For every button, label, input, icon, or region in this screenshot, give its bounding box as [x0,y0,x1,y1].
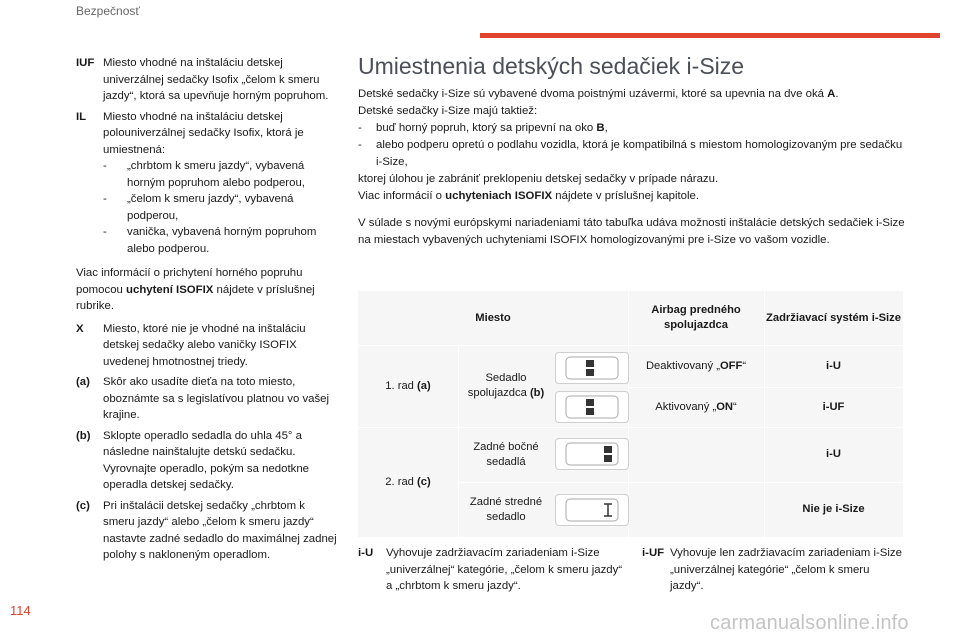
front-seat-icon [555,352,629,384]
header-place: Miesto [475,311,511,324]
airbag-on: Aktivovaný „ON“ [655,400,737,413]
legend-iuf: i-UF Vyhovuje len zadržiavacím zariadeniam i-Size „univerzálnej kategórie“ „čelom k smeru jazdy“. [642,547,902,592]
legend-iu: i-U Vyhovuje zadržiavacím zariadeniam i-Size „univerzálnej“ kategórie, „čelom k smeru jazdy“ a „chrbtom k smeru jazdy“. [358,547,623,592]
def-text: Skôr ako usadíte dieťa na toto miesto, oboznámte sa s legislatívou platnou vo vašej krajine. [103,376,330,421]
value-on: i-UF [822,400,845,413]
rear-middle-label: Zadné stredné sedadlo [469,495,543,523]
list-item: - buď horný popruh, ktorý sa pripevní na oko B, [358,122,608,134]
il-item: - „čelom k smeru jazdy“, vybavená podperou, [103,193,294,222]
il-item: - „chrbtom k smeru jazdy“, vybavená horným popruhom alebo podperou, [103,160,305,189]
def-text: Miesto vhodné na inštaláciu detskej polouniverzálnej sedačky Isofix, ktorá je umiestnená: [103,110,304,156]
isofix-note: Viac informácií o prichytení horného popruhu pomocou uchytení ISOFIX nájdete v príslušnej rubrike. [76,267,315,312]
def-key: X [76,322,84,335]
page-title: Umiestnenia detských sedačiek i-Size [358,53,745,79]
def-b [76,428,338,494]
row-2-label: 2. rad (c) [385,475,431,488]
isofix-link: uchyteniach ISOFIX [445,190,553,202]
rear-side-label: Zadné bočné sedadlá [473,440,539,468]
def-text: Pri inštalácii detskej sedačky „chrbtom k smeru jazdy“ alebo „čelom k smeru jazdy“ nastavte zadné sedadlo do maximálnej zadnej polohy s nakloneným operadlom. [103,499,337,561]
watermark: carmanualsonline.info [710,612,909,634]
def-text: Miesto vhodné na inštaláciu detskej univerzálnej sedačky Isofix „čelom k smeru jazdy“, ktorá sa upevňuje horným popruhom. [103,57,329,102]
list-item: - alebo podperu opretú o podlahu vozidla, ktorá je kompatibilná s miestom homologizovaným pre sedačku i-Size, [358,139,903,168]
isofix-link: uchytení ISOFIX [126,283,214,296]
value-rear-side: i-U [826,448,841,460]
value-off: i-U [826,359,841,372]
def-key: IUF [76,57,95,69]
rear-side-seat-icon [555,438,629,470]
airbag-off: Deaktivovaný „OFF“ [645,359,747,372]
row-1-label: 1. rad (a) [385,379,431,392]
passenger-seat-label: Sedadlo spolujazdca (b) [467,372,545,399]
accent-bar [480,33,940,38]
def-text: Sklopte operadlo sedadla do uhla 45° a následne nainštalujte detskú sedačku. Vyrovnajte operadlo, pokým sa nedotkne operadla detskej sedačky. [103,429,309,491]
def-text: Miesto, ktoré nie je vhodné na inštaláciu detskej sedačky alebo vaničky ISOFIX uvedenej hmotnostnej triedy. [103,322,306,368]
def-il [76,109,338,258]
def-key: (c) [76,499,90,512]
section-header: Bezpečnosť [76,4,140,18]
def-key: (b) [76,429,91,442]
def-a [76,374,338,424]
rear-middle-seat-icon [555,494,629,526]
page-number: 114 [10,603,31,618]
header-system: Zadržiavací systém i-Size [766,311,901,324]
def-key: IL [76,110,87,123]
intro-text: Detské sedačky i-Size sú vybavené dvoma poistnými uzávermi, ktoré sa upevnia na dve oká A. Detské sedačky i-Size majú taktiež: - buď horný popruh, ktorý sa pripevní na oko B, - alebo podperu opretú o podlahu vozidla, ktorá je kompatibilná s miestom homologizovaným pre sedačku i-Size, ktorej úlohou je zabrániť preklopeniu detskej sedačky v prípade nárazu. Viac informácií o uchyteniach ISOFIX nájdete v príslušnej kapitole. V súlade s novými európskymi nariadeniami táto tabuľka udáva možnosti inštalácie detských sedačiek i-Size na miestach vybavených uchyteniami ISOFIX homologizovanými pre i-Size vo vašom vozidle. [358,86,908,249]
front-seat-icon [555,391,629,423]
isize-table [358,291,903,537]
def-key: (a) [76,376,90,388]
regulation-text: V súlade s novými európskymi nariadeniami táto tabuľka udáva možnosti inštalácie detských sedačiek i-Size na miestach vybavených uchyteniami ISOFIX homologizovanými pre i-Size vo vašom vozidle. [358,217,905,246]
def-iuf [76,55,338,105]
il-item: - vanička, vybavená horným popruhom alebo podperou. [103,226,317,255]
value-rear-middle: Nie je i-Size [802,503,865,515]
left-column [76,55,338,568]
def-x [76,321,338,371]
header-airbag: Airbag predného spolujazdca [651,304,741,331]
def-c [76,498,338,564]
